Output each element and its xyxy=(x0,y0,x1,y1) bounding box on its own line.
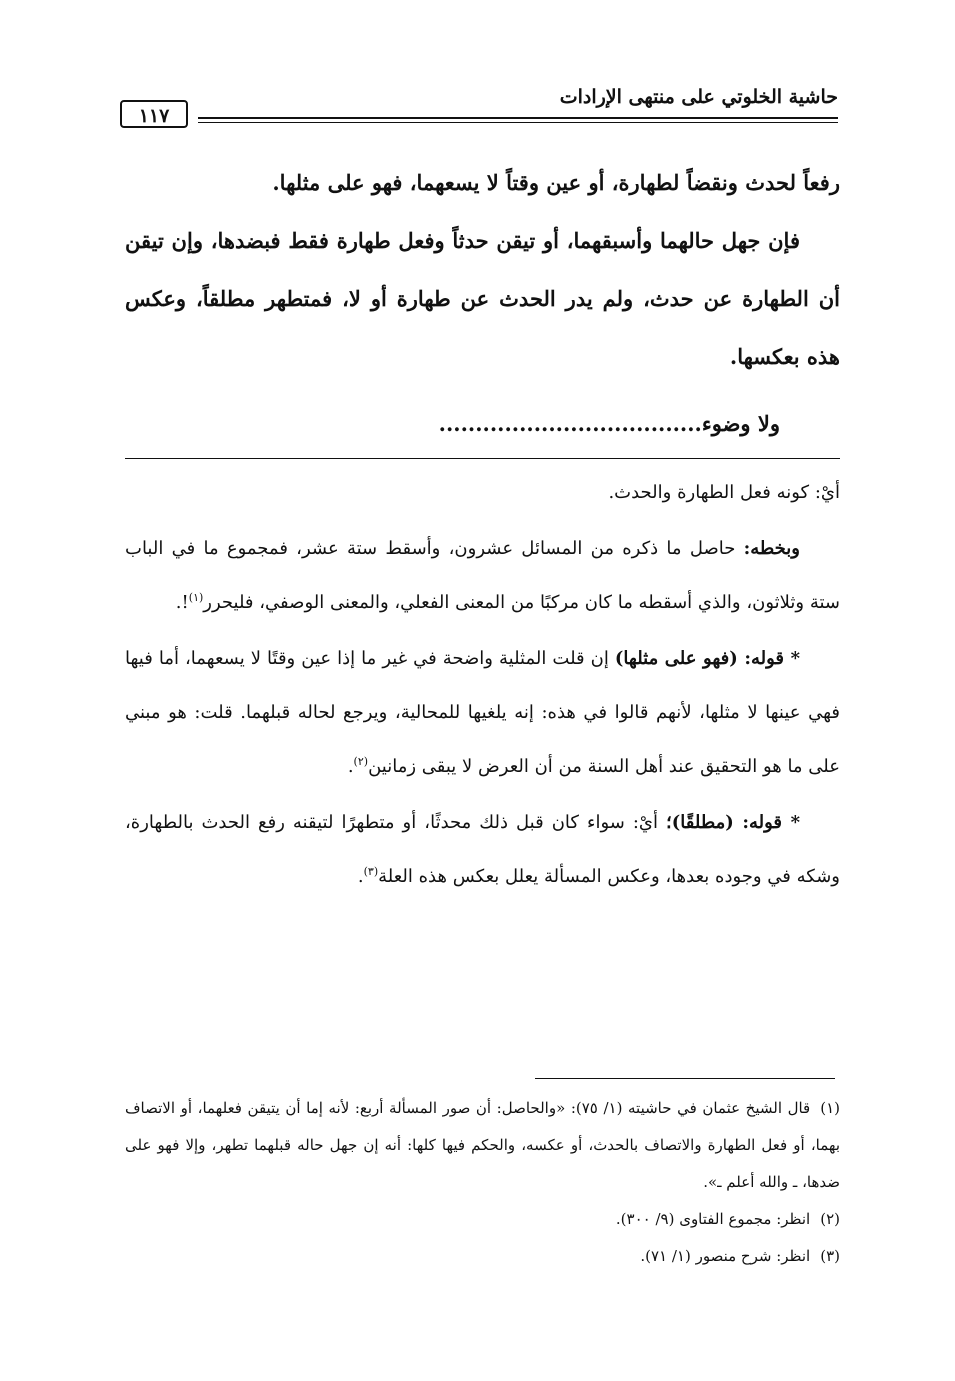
commentary-paragraph-2 xyxy=(125,522,840,630)
footnote-number: (١) xyxy=(820,1099,840,1117)
footnote-ref[interactable]: (٢) xyxy=(353,755,369,768)
section-divider xyxy=(125,458,840,459)
matn-text xyxy=(125,154,840,386)
running-header xyxy=(120,86,838,134)
footnote-number: (٢) xyxy=(820,1210,840,1228)
paragraph-text: إن قلت المثلية واضحة في غير ما إذا عين وقتًا لا يسعهما، أما فيها فهي عينها لا مثلها، لأنهم قالوا في هذه: إنه يلغيها للمحالية، ويرجع لحاله قبلهما. قلت: هو مبني على ما هو التحقيق عند أهل السنة من أن العرض لا يبقى زمانين xyxy=(125,648,840,777)
matn-continuation xyxy=(125,404,840,444)
page-number: ١١٧ xyxy=(120,100,188,128)
continuation-word: ولا وضوء xyxy=(701,411,780,436)
footnote-text: قال الشيخ عثمان في حاشيته (١/ ٧٥): «والحاصل: أن صور المسألة أربع: لأنه إما أن يتيقن فعلهما، أو الاتصاف بهما، أو فعل الطهارة والاتصاف بالحدث، أو عكسه، والحكم فيها كلها: أنه إن جهل حاله قبلهما تطهر، وإلا فهو على ضدها، ـ والله أعلم ـ». xyxy=(125,1099,840,1191)
paragraph-text: أيْ: سواء كان قبل ذلك محدثًا، أو متطهرًا لتيقنه رفع الحدث بالطهارة، وشكه في وجوده بعدها، وعكس المسألة يعلل بعكس هذه العلة xyxy=(125,812,840,887)
footnotes xyxy=(125,1090,840,1275)
commentary-paragraph-3 xyxy=(125,632,840,794)
paragraph-end: !. xyxy=(175,592,189,613)
lead-term: * قوله: (مطلقًا)؛ xyxy=(666,812,800,833)
lead-term: وبخطه: xyxy=(743,538,800,559)
footnote-3 xyxy=(125,1238,840,1275)
footnote-rule xyxy=(535,1078,835,1079)
footnote-2 xyxy=(125,1201,840,1238)
matn-line: رفعاً لحدث ونقضاً لطهارة، أو عين وقتاً لا يسعهما، فهو على مثلها. xyxy=(272,170,840,195)
commentary-paragraph-4 xyxy=(125,796,840,904)
footnote-number: (٣) xyxy=(820,1247,840,1265)
footnote-ref[interactable]: (٣) xyxy=(363,865,379,878)
footnote-ref[interactable]: (١) xyxy=(188,591,204,604)
footnote-text: انظر: شرح منصور (١/ ٧١). xyxy=(640,1247,811,1265)
matn-paragraph: فإن جهل حالهما وأسبقهما، أو تيقن حدثاً وفعل طهارة فقط فبضدها، وإن تيقن أن الطهارة عن حدث، ولم يدر الحدث عن طهارة أو لا، فمتطهر مطلقاً، وعكس هذه بعكسها. xyxy=(125,228,840,369)
continuation-dots: .................................... xyxy=(438,411,702,436)
footnote-text: انظر: مجموع الفتاوى (٩/ ٣٠٠). xyxy=(615,1210,811,1228)
paragraph-end: . xyxy=(347,756,354,777)
paragraph-end: . xyxy=(357,866,364,887)
footnote-1 xyxy=(125,1090,840,1201)
lead-term: * قوله: (فهو على مثلها) xyxy=(614,648,800,669)
paragraph-text: حاصل ما ذكره من المسائل عشرون، وأسقط ستة عشر، فمجموع ما في الباب ستة وثلاثون، والذي أسقطه ما كان مركبًا من المعنى الفعلي، والمعنى الوصفي، فليحرر xyxy=(125,538,840,613)
commentary-paragraph-1: أيْ: كونه فعل الطهارة والحدث. xyxy=(608,482,840,503)
commentary xyxy=(125,466,840,906)
header-rule xyxy=(198,117,838,123)
book-title: حاشية الخلوتي على منتهى الإرادات xyxy=(559,86,838,108)
